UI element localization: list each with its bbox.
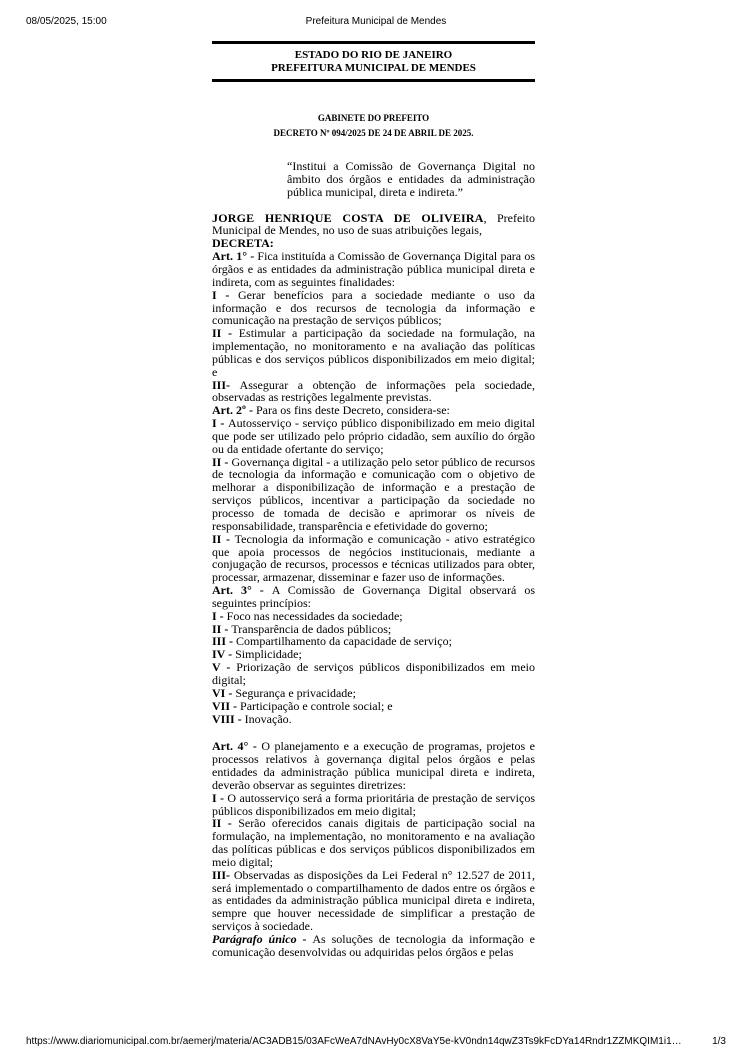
paragraph-text: Estimular a participação da sociedade na formulação, na implementação, no monitoramento e na avaliação das políticas públicas e dos serviços públicos disponibilizados em meio digital; e — [212, 326, 535, 379]
decree-paragraph — [212, 817, 535, 868]
paragraph-text: A Comissão de Governança Digital observará os seguintes princípios: — [212, 583, 535, 610]
office-name: GABINETE DO PREFEITO — [317, 113, 430, 123]
paragraph-text: Para os fins deste Decreto, considera-se: — [255, 403, 450, 418]
paragraph-label: VII - — [212, 698, 241, 713]
paragraph-text: O planejamento e a execução de programas, projetos e processos relativos à governança digital pelos órgãos e pelas entidades da administração pública municipal direta e indireta, deverão observar as seguintes diretrizes: — [212, 739, 535, 792]
paragraph-label: VIII - — [212, 711, 245, 726]
print-header — [26, 16, 726, 30]
paragraph-text: Assegurar a obtenção de informações pela sociedade, observadas as restrições legalmente previstas. — [212, 377, 535, 405]
print-page-title: Prefeitura Municipal de Mendes — [305, 16, 447, 27]
decree-ementa: “Institui a Comissão de Governança Digital no âmbito dos órgãos e entidades da administração pública municipal, direta e indireta.” — [287, 159, 535, 200]
paragraph-label: II - — [212, 454, 232, 469]
paragraph-text: Compartilhamento da capacidade de serviço; — [236, 634, 452, 649]
paragraph-label: Parágrafo único - — [212, 932, 313, 947]
decree-paragraph — [212, 740, 535, 791]
decree-title: DECRETO Nº 094/2025 DE 24 DE ABRIL DE 2025. — [273, 128, 474, 138]
decree-paragraph — [212, 661, 535, 687]
paragraph-text: As soluções de tecnologia da informação e comunicação desenvolvidas ou adquiridas pelos órgãos e pelas — [212, 932, 535, 959]
decree-paragraph — [212, 869, 535, 933]
paragraph-label: VI - — [212, 685, 236, 700]
bottom-rule — [212, 79, 535, 82]
decreta-heading: DECRETA: — [212, 236, 274, 251]
decree-paragraph — [212, 456, 535, 533]
office-block — [212, 111, 535, 141]
paragraph-text: Governança digital - a utilização pelo setor público de recursos de tecnologia da informação e comunicação com o objetivo de melhorar a disponibilização de informação e a prestação de serviços públicos, incentivar a participação da sociedade no processo de tomada de decisão e aprimorar os níveis de responsabilidade, transparência e efetividade do governo; — [212, 454, 535, 533]
paragraph-text: Observadas as disposições da Lei Federal n° 12.527 de 2011, será implementado o compartilhamento de dados entre os órgãos e as entidades da administração pública municipal direta e indireta, sempre que houver necessidade de simplificar a prestação de serviços à sociedade. — [212, 867, 535, 934]
paragraph-text: Transparência de dados públicos; — [231, 621, 392, 636]
paragraph-label: III- — [212, 377, 240, 392]
decree-paragraph — [212, 584, 535, 610]
paragraph-text: Tecnologia da informação e comunicação - ativo estratégico que apoia processos de negócios institucionais, mediante a conjugação de recursos, processos e técnicas utilizados para obter, processar, armazenar, disseminar e fazer uso de informações. — [212, 531, 535, 585]
print-datetime: 08/05/2025, 15:00 — [26, 16, 107, 27]
decree-paragraph — [212, 417, 535, 456]
signer-name: JORGE HENRIQUE COSTA DE OLIVEIRA — [212, 210, 484, 225]
decree-paragraph — [212, 289, 535, 328]
decree-paragraph — [212, 792, 535, 818]
letterhead — [212, 44, 535, 79]
preamble — [212, 212, 535, 238]
decree-paragraph — [212, 713, 535, 726]
print-url: https://www.diariomunicipal.com.br/aemerj/materia/AC3ADB15/03AFcWeA7dNAvHy0cX8VaY5e-kV0ndn14qwZ3Ts9kFcDYa14Rndr1ZZMKQIM1i1… — [26, 1036, 682, 1047]
paragraph-label: I - — [212, 416, 229, 431]
paragraph-text: Inovação. — [244, 711, 292, 726]
paragraph-text: Segurança e privacidade; — [235, 685, 356, 700]
print-footer — [26, 1036, 726, 1050]
paragraph-text: Priorização de serviços públicos disponibilizados em meio digital; — [212, 660, 535, 687]
paragraph-text: Serão oferecidos canais digitais de participação social na formulação, na implementação, no monitoramento e na avaliação das políticas públicas e dos serviços públicos disponibilizados em meio digital; — [212, 816, 535, 869]
paragraph-label: Art. 4° - — [212, 739, 262, 754]
page-number: 1/3 — [712, 1036, 726, 1047]
paragraph-label: II - — [212, 621, 232, 636]
decree-paragraph — [212, 933, 535, 959]
decree-document — [212, 41, 535, 959]
paragraph-text: O autosserviço será a forma prioritária de prestação de serviços públicos disponibilizados em meio digital; — [212, 790, 535, 818]
paragraph-text: Simplicidade; — [235, 647, 302, 662]
decree-paragraph — [212, 533, 535, 584]
paragraph-label: III - — [212, 634, 237, 649]
decree-body — [212, 212, 535, 959]
paragraph-text: Gerar benefícios para a sociedade mediante o uso da informação e dos recursos de tecnologia da informação e comunicação na prestação de serviços públicos; — [212, 287, 536, 328]
paragraph-label: I - — [212, 287, 238, 302]
paragraph-label: II - — [212, 816, 239, 831]
paragraph-text: Autosserviço - serviço público disponibilizado em meio digital que pode ser utilizado pelo próprio cidadão, sem auxílio do órgão ou da entidade ofertante do serviço; — [212, 416, 535, 456]
signer-description: , Prefeito Municipal de Mendes, no uso de suas atribuições legais, — [212, 210, 535, 238]
paragraph-label: IV - — [212, 647, 236, 662]
decree-paragraph — [212, 327, 535, 378]
paragraph-text: Fica instituída a Comissão de Governança Digital para os órgãos e as entidades da administração pública municipal direta e indireta, com as seguintes finalidades: — [212, 249, 535, 289]
paragraph-label: Art. 1° - — [212, 249, 258, 264]
paragraph-label: V - — [212, 660, 237, 675]
paragraph-label: I - — [212, 608, 227, 623]
paragraph-label: I - — [212, 790, 228, 805]
state-name: ESTADO DO RIO DE JANEIRO — [294, 49, 453, 61]
decree-paragraph — [212, 379, 535, 405]
paragraph-label: II - — [212, 531, 235, 546]
decree-paragraph — [212, 250, 535, 289]
paragraph-label: Art. 3° - — [212, 583, 272, 598]
paragraph-text: Participação e controle social; e — [240, 698, 393, 713]
paragraph-text: Foco nas necessidades da sociedade; — [226, 608, 403, 623]
paragraph-label: III- — [212, 867, 234, 882]
paragraph-label: II - — [212, 326, 239, 341]
paragraph-label: Art. 2º - — [212, 403, 256, 418]
prefecture-name: PREFEITURA MUNICIPAL DE MENDES — [271, 62, 476, 74]
